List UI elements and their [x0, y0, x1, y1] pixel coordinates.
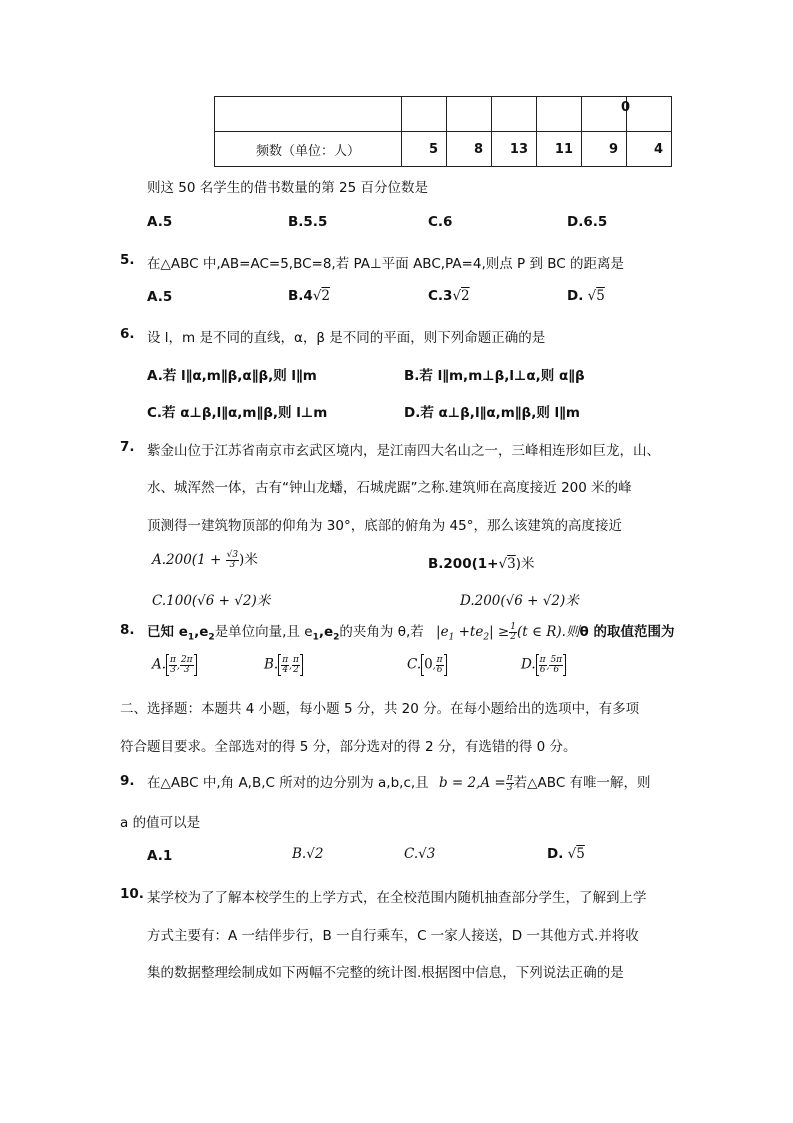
inequality	[436, 622, 580, 643]
fraction: $\frac{\pi}{3}$	[506, 773, 513, 793]
option-label: D.	[521, 656, 536, 673]
table-cell	[447, 97, 492, 132]
question-7-line: 水、城浑然一体，古有“钟山龙蟠，石城虎踞”之称.建筑师在高度接近 200 米的峰	[147, 480, 632, 496]
option-label: B.	[264, 656, 279, 673]
option-label: A.	[152, 656, 167, 673]
condition	[439, 775, 514, 791]
option-c: C.√3	[404, 846, 436, 862]
option-d: D.6.5	[567, 214, 608, 230]
table-cell	[215, 97, 402, 132]
fraction	[509, 623, 517, 642]
count-cell: 8	[447, 132, 492, 167]
denominator: 2	[510, 632, 516, 642]
question-number: 6.	[120, 326, 135, 342]
stem-text: θ 的取值范围为	[579, 624, 675, 640]
table-cell	[627, 97, 672, 132]
option-b: B.5.5	[288, 214, 328, 230]
option-c: C.3√2	[428, 288, 470, 304]
table-row	[215, 132, 672, 167]
fraction: $\frac{5\pi}{6}$	[550, 654, 563, 675]
question-7-line: 顶测得一建筑物顶部的仰角为 30°，底部的俯角为 45°，那么该建筑的高度接近	[147, 518, 622, 534]
option-b: B. $\frac{\pi}{4}$ , $\frac{\pi}{2}$	[264, 654, 303, 676]
stem-text: 已知 e	[147, 624, 188, 640]
option-a: A.5	[147, 214, 173, 230]
option-b: B.200(1+√3)米	[428, 556, 535, 572]
fraction: $\frac{\pi}{6}$	[539, 654, 546, 675]
question-10-line: 方式主要有：A 一结伴步行，B 一自行乘车，C 一家人接送，D 一其他方式.并将收	[147, 928, 639, 944]
math-text: | ≥	[489, 624, 510, 640]
question-number: 9.	[120, 773, 135, 789]
option-c: C.100(√6 + √2)米	[152, 593, 271, 609]
option-d: D. √5	[547, 846, 585, 862]
table-cell	[537, 97, 582, 132]
table-cell	[582, 97, 630, 132]
question-10-line: 某学校为了了解本校学生的上学方式，在全校范围内随机抽查部分学生，了解到上学	[147, 890, 647, 906]
frequency-table	[214, 96, 672, 167]
lower-bound: 0	[424, 656, 433, 673]
fraction	[226, 551, 239, 570]
subscript: 1	[448, 632, 455, 643]
radicand: 5	[596, 288, 605, 304]
table-row	[215, 97, 672, 132]
count-cell: 13	[492, 132, 537, 167]
numerator: 1	[510, 622, 516, 632]
radicand: 5	[576, 846, 585, 862]
table-cell	[402, 97, 447, 132]
option-d: D. √5	[567, 288, 605, 304]
option-d: D.若 α⊥β,l∥α,m∥β,则 l∥m	[404, 405, 580, 421]
numerator: √3	[226, 550, 239, 560]
math-text: +te	[454, 624, 484, 640]
radicand: 2	[321, 288, 331, 304]
stem-text: 在△ABC 中,角 A,B,C 所对的边分别为 a,b,c,且	[147, 775, 429, 791]
question-9-line: a 的值可以是	[120, 815, 201, 831]
question-number: 5.	[120, 252, 135, 268]
count-cell: 11	[537, 132, 582, 167]
option-text: )米	[239, 552, 258, 568]
question-10-line: 集的数据整理绘制成如下两幅不完整的统计图.根据图中信息，下列说法正确的是	[147, 965, 624, 981]
question-6-stem: 设 l，m 是不同的直线，α，β 是不同的平面，则下列命题正确的是	[147, 330, 546, 346]
question-4-stem: 则这 50 名学生的借书数量的第 25 百分位数是	[147, 180, 429, 196]
question-number: 8.	[120, 622, 135, 638]
subscript: 2	[208, 632, 215, 643]
math-text: b = 2,A =	[438, 775, 506, 791]
option-label: C.3	[428, 288, 453, 304]
stem-text: ,e	[318, 624, 334, 640]
row-label: 频数（单位：人）	[215, 132, 402, 167]
option-b: B.4√2	[288, 288, 331, 304]
math-text: (t ∈ R).则	[516, 624, 580, 640]
question-number: 7.	[120, 439, 135, 455]
option-label: C.	[407, 656, 422, 673]
option-a: A.5	[147, 289, 173, 305]
count-cell: 9	[582, 132, 627, 167]
cell-text: 0	[620, 100, 630, 115]
count-cell: 5	[402, 132, 447, 167]
question-9-stem	[147, 771, 651, 793]
denominator: 3	[229, 560, 236, 570]
option-a: A.1	[147, 848, 173, 864]
radicand: 3	[507, 556, 516, 572]
section-heading: 符合题目要求。全部选对的得 5 分，部分选对的得 2 分，有选错的得 0 分。	[120, 739, 577, 755]
stem-text: ,e	[194, 624, 209, 640]
question-7-line: 紫金山位于江苏省南京市玄武区境内，是江南四大名山之一，三峰相连形如巨龙，山、	[147, 443, 660, 459]
option-label: D.	[567, 288, 584, 304]
option-label: B.4	[288, 288, 313, 304]
subscript: 2	[483, 632, 490, 643]
option-a: A.若 l∥α,m∥β,α∥β,则 l∥m	[147, 368, 317, 384]
option-a: A. $\frac{\pi}{3}$ , $\frac{2\pi}{3}$	[152, 654, 197, 676]
stem-text: 的夹角为 θ,若	[339, 624, 424, 640]
option-b: B.√2	[292, 846, 324, 862]
question-8-stem	[147, 620, 674, 643]
option-label: D.	[547, 846, 564, 862]
option-text: )米	[515, 556, 535, 572]
subscript: 2	[333, 632, 340, 643]
radicand: 2	[461, 288, 470, 304]
fraction: $\frac{\pi}{4}$	[282, 654, 289, 675]
table-cell	[492, 97, 537, 132]
option-a	[152, 548, 258, 570]
fraction: $\frac{2\pi}{3}$	[180, 654, 193, 675]
stem-text: 是单位向量,且 e	[214, 624, 313, 640]
subscript: 1	[187, 632, 195, 643]
option-b: B.若 l∥m,m⊥β,l⊥α,则 α∥β	[404, 368, 585, 384]
option-text: A.200(1 +	[152, 552, 222, 568]
math-text: |e	[436, 624, 449, 640]
question-5-stem: 在△ABC 中,AB=AC=5,BC=8,若 PA⊥平面 ABC,PA=4,则点 P 到 BC 的距离是	[147, 256, 625, 272]
question-number: 10.	[120, 886, 144, 902]
option-c: C.6	[428, 214, 453, 230]
subscript: 1	[312, 632, 319, 643]
option-c: C. 0, $\frac{\pi}{6}$	[407, 654, 447, 676]
section-heading: 二、选择题：本题共 4 小题，每小题 5 分，共 20 分。在每小题给出的选项中，有多项	[120, 701, 640, 717]
fraction: $\frac{\pi}{2}$	[293, 654, 299, 675]
option-label: B.200(1+	[428, 556, 499, 572]
count-cell: 4	[627, 132, 672, 167]
fraction: $\frac{\pi}{3}$	[170, 654, 176, 675]
option-d: D. $\frac{\pi}{6}$ , $\frac{5\pi}{6}$	[521, 654, 566, 676]
fraction: $\frac{\pi}{6}$	[436, 654, 443, 675]
option-d: D.200(√6 + √2)米	[460, 593, 579, 609]
option-c: C.若 α⊥β,l∥α,m∥β,则 l⊥m	[147, 405, 328, 421]
stem-text: 若△ABC 有唯一解，则	[513, 775, 651, 791]
